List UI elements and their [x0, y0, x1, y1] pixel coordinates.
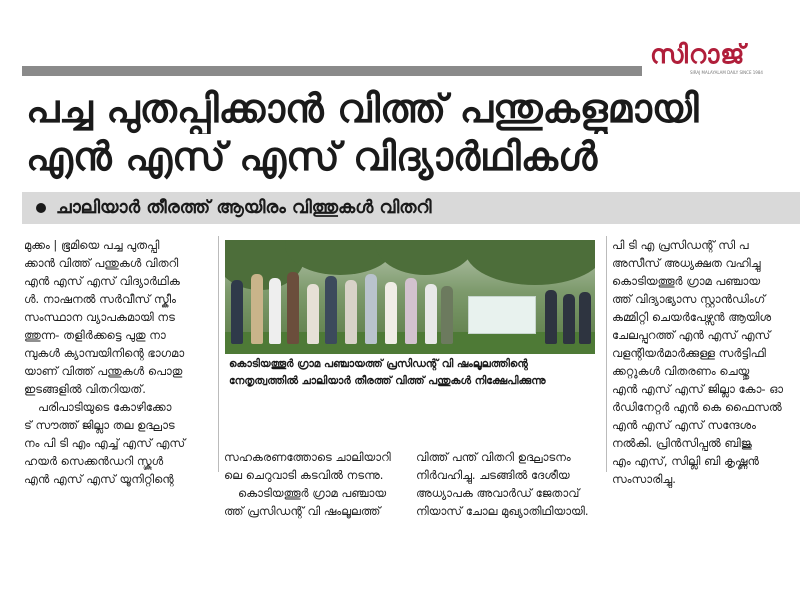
column-line: നം പി ടി എം എച്ച് എസ് എസ് [24, 436, 186, 450]
column-line: പരിപാടിയുടെ കോഴിക്കോ [38, 400, 172, 414]
column-line: എൻ എസ് എസ് സന്ദേശം [612, 418, 756, 432]
photo-banner [468, 296, 536, 334]
logo-tagline: SIRAJ MALAYALAM DAILY SINCE 1984 [690, 70, 763, 75]
article-column-4 [612, 236, 800, 488]
column-line: നൽകി. പ്രിൻസിപ്പൽ ബിജു [612, 436, 752, 450]
column-line: എൻ എസ് എസ് യൂനിറ്റിന്റെ [24, 472, 174, 486]
column-line: വിത്ത് പന്ത് വിതറി ഉദ്ഘാടനം [416, 450, 571, 464]
article-photo [225, 240, 595, 354]
column-line: കൊടിയത്തൂർ ഗ്രാമ പഞ്ചായ [612, 274, 761, 288]
logo-text: സിറാജ് [650, 40, 746, 70]
column-line: ക്കറ്റുകൾ വിതരണം ചെയ്തു [612, 364, 750, 378]
column-line: സഹകരണത്തോടെ ചാലിയാറി [224, 450, 391, 464]
photo-caption-line-2: നേതൃത്വത്തിൽ ചാലിയാർ തീരത്ത് വിത്ത് പന്തുകൾ നിക്ഷേപിക്കുന്നു [229, 375, 546, 387]
column-line: ലെ ചെറുവാടി കടവിൽ നടന്നു. [224, 468, 384, 482]
photo-caption-line-1: കൊടിയത്തൂർ ഗ്രാമ പഞ്ചായത്ത് പ്രസിഡന്റ് വി ഷംലൂലത്തിന്റെ [229, 358, 528, 370]
masthead-rule [22, 66, 642, 76]
column-line: എം എസ്, സില്ലി ബി കൃഷ്ണൻ [612, 454, 759, 468]
column-line: കൊടിയത്തൂർ ഗ്രാമ പഞ്ചായ [238, 486, 387, 500]
column-line: എൻ എസ് എസ് വിദ്യാർഥിക [24, 274, 180, 288]
column-line: ഇടങ്ങളിൽ വിതറിയത്. [24, 382, 146, 396]
column-line: സംസാരിച്ചു. [612, 472, 676, 486]
column-line: സംസ്ഥാന വ്യാപകമായി നട [24, 310, 175, 324]
column-line: അസീസ് അധ്യക്ഷത വഹിച്ചു [612, 256, 761, 270]
subheadline: ചാലിയാർ തീരത്ത് ആയിരം വിത്തുകൾ വിതറി [56, 197, 432, 218]
article-column-2 [224, 448, 408, 520]
column-line: കമ്മിറ്റി ചെയർപേഴ്സൻ ആയിശ [612, 310, 772, 324]
column-line: പി ടി എ പ്രസിഡന്റ് സി പ [612, 238, 749, 252]
column-line: ചേലപ്പുറത്ത് എൻ എസ് എസ് [612, 328, 771, 342]
column-divider [606, 236, 607, 472]
column-line: യാണ് വിത്ത് പന്തുകൾ പൊതു [24, 364, 183, 378]
column-line: മ്പുകൾ ക്യാമ്പയിനിന്റെ ഭാഗമാ [24, 346, 185, 360]
photo-caption [225, 354, 595, 392]
column-line: വളന്റിയർമാർക്കുള്ള സർട്ടിഫി [612, 346, 766, 360]
article-column-3 [416, 448, 606, 520]
bullet-icon [36, 203, 46, 213]
column-line: ട് സൗത്ത് ജില്ലാ തല ഉദ്ഘാട [24, 418, 175, 432]
column-line: ർഡിനേറ്റർ എൻ കെ ഫൈസൽ [612, 400, 782, 414]
column-line: നിർവഹിച്ചു. ചടങ്ങിൽ ദേശീയ [416, 468, 570, 482]
headline-line-2: എൻ എസ് എസ് വിദ്യാർഥികൾ [26, 135, 598, 180]
column-line: ക്കാൻ വിത്ത് പന്തുകൾ വിതറി [24, 256, 179, 270]
column-line: ത്തുന്ന- തളിർക്കട്ടെ പുതു നാ [24, 328, 166, 342]
article-column-1 [24, 236, 216, 488]
column-line: അധ്യാപക അവാർഡ് ജേതാവ് [416, 486, 580, 500]
column-line: ത്ത് പ്രസിഡന്റ് വി ഷംലൂലത്ത് [224, 504, 381, 518]
column-line: എൻ എസ് എസ് ജില്ലാ കോ- ഓ [612, 382, 783, 396]
column-line: മുക്കം | ഭൂമിയെ പച്ച പുതപ്പി [24, 238, 160, 252]
column-line: ഹയർ സെക്കൻഡറി സ്കൂൾ [24, 454, 164, 468]
column-line: ൾ. നാഷനൽ സർവീസ് സ്കീം [24, 292, 176, 306]
column-line: നിയാസ് ചോല മുഖ്യാതിഥിയായി. [416, 504, 589, 518]
headline-line-1: പച്ച പുതപ്പിക്കാൻ വിത്ത് പന്തുകളുമായി [26, 87, 699, 132]
newspaper-logo [650, 40, 795, 80]
column-divider [218, 236, 219, 472]
column-line: ത്ത് വിദ്യാഭ്യാസ സ്റ്റാൻഡിംഗ് [612, 292, 766, 306]
